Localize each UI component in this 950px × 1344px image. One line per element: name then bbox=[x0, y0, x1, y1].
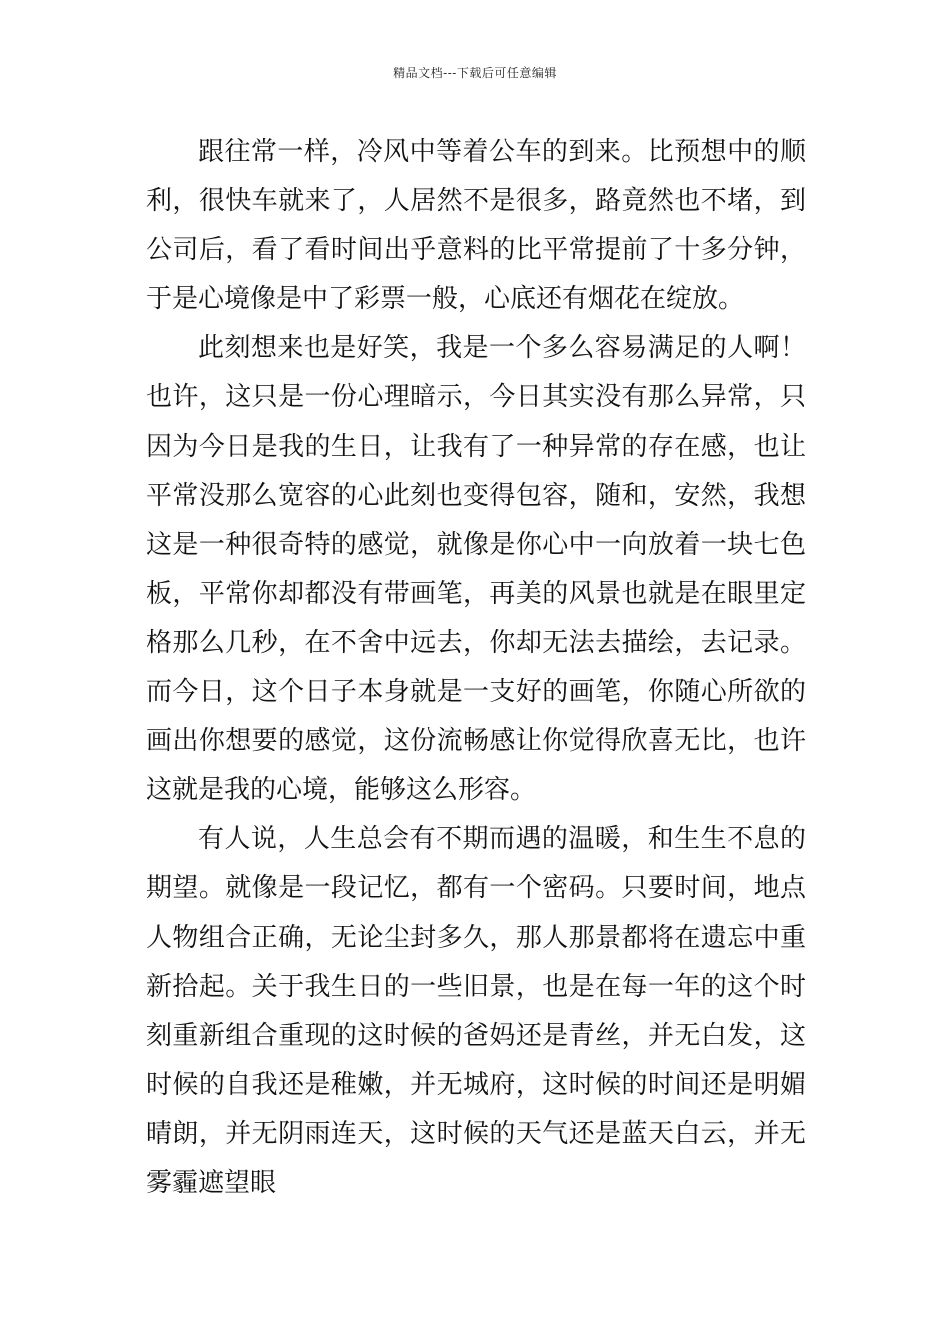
page-header: 精品文档---下载后可任意编辑 bbox=[393, 66, 557, 80]
paragraph-2: 此刻想来也是好笑，我是一个多么容易满足的人啊！也许，这只是一份心理暗示，今日其实没有那么异常，只因为今日是我的生日，让我有了一种异常的存在感，也让平常没那么宽容的心此刻也变得包容，随和，安然，我想这是一种很奇特的感觉，就像是你心中一向放着一块七色板，平常你却都没有带画笔，再美的风景也就是在眼里定格那么几秒，在不舍中远去，你却无法去描绘，去记录。而今日，这个日子本身就是一支好的画笔，你随心所欲的画出你想要的感觉，这份流畅感让你觉得欣喜无比，也许这就是我的心境，能够这么形容。 bbox=[146, 333, 806, 806]
paragraph-3: 有人说，人生总会有不期而遇的温暖，和生生不息的期望。就像是一段记忆，都有一个密码。只要时间，地点人物组合正确，无论尘封多久，那人那景都将在遗忘中重新拾起。关于我生日的一些旧景，也是在每一年的这个时刻重新组合重现的这时候的爸妈还是青丝，并无白发，这时候的自我还是稚嫩，并无城府，这时候的时间还是明媚晴朗，并无阴雨连天，这时候的天气还是蓝天白云，并无雾霾遮望眼 bbox=[146, 824, 806, 1198]
paragraph-1: 跟往常一样，冷风中等着公车的到来。比预想中的顺利，很快车就来了，人居然不是很多，路竟然也不堵，到公司后，看了看时间出乎意料的比平常提前了十多分钟，于是心境像是中了彩票一般，心底还有烟花在绽放。 bbox=[146, 137, 806, 315]
document-body bbox=[146, 128, 806, 1208]
